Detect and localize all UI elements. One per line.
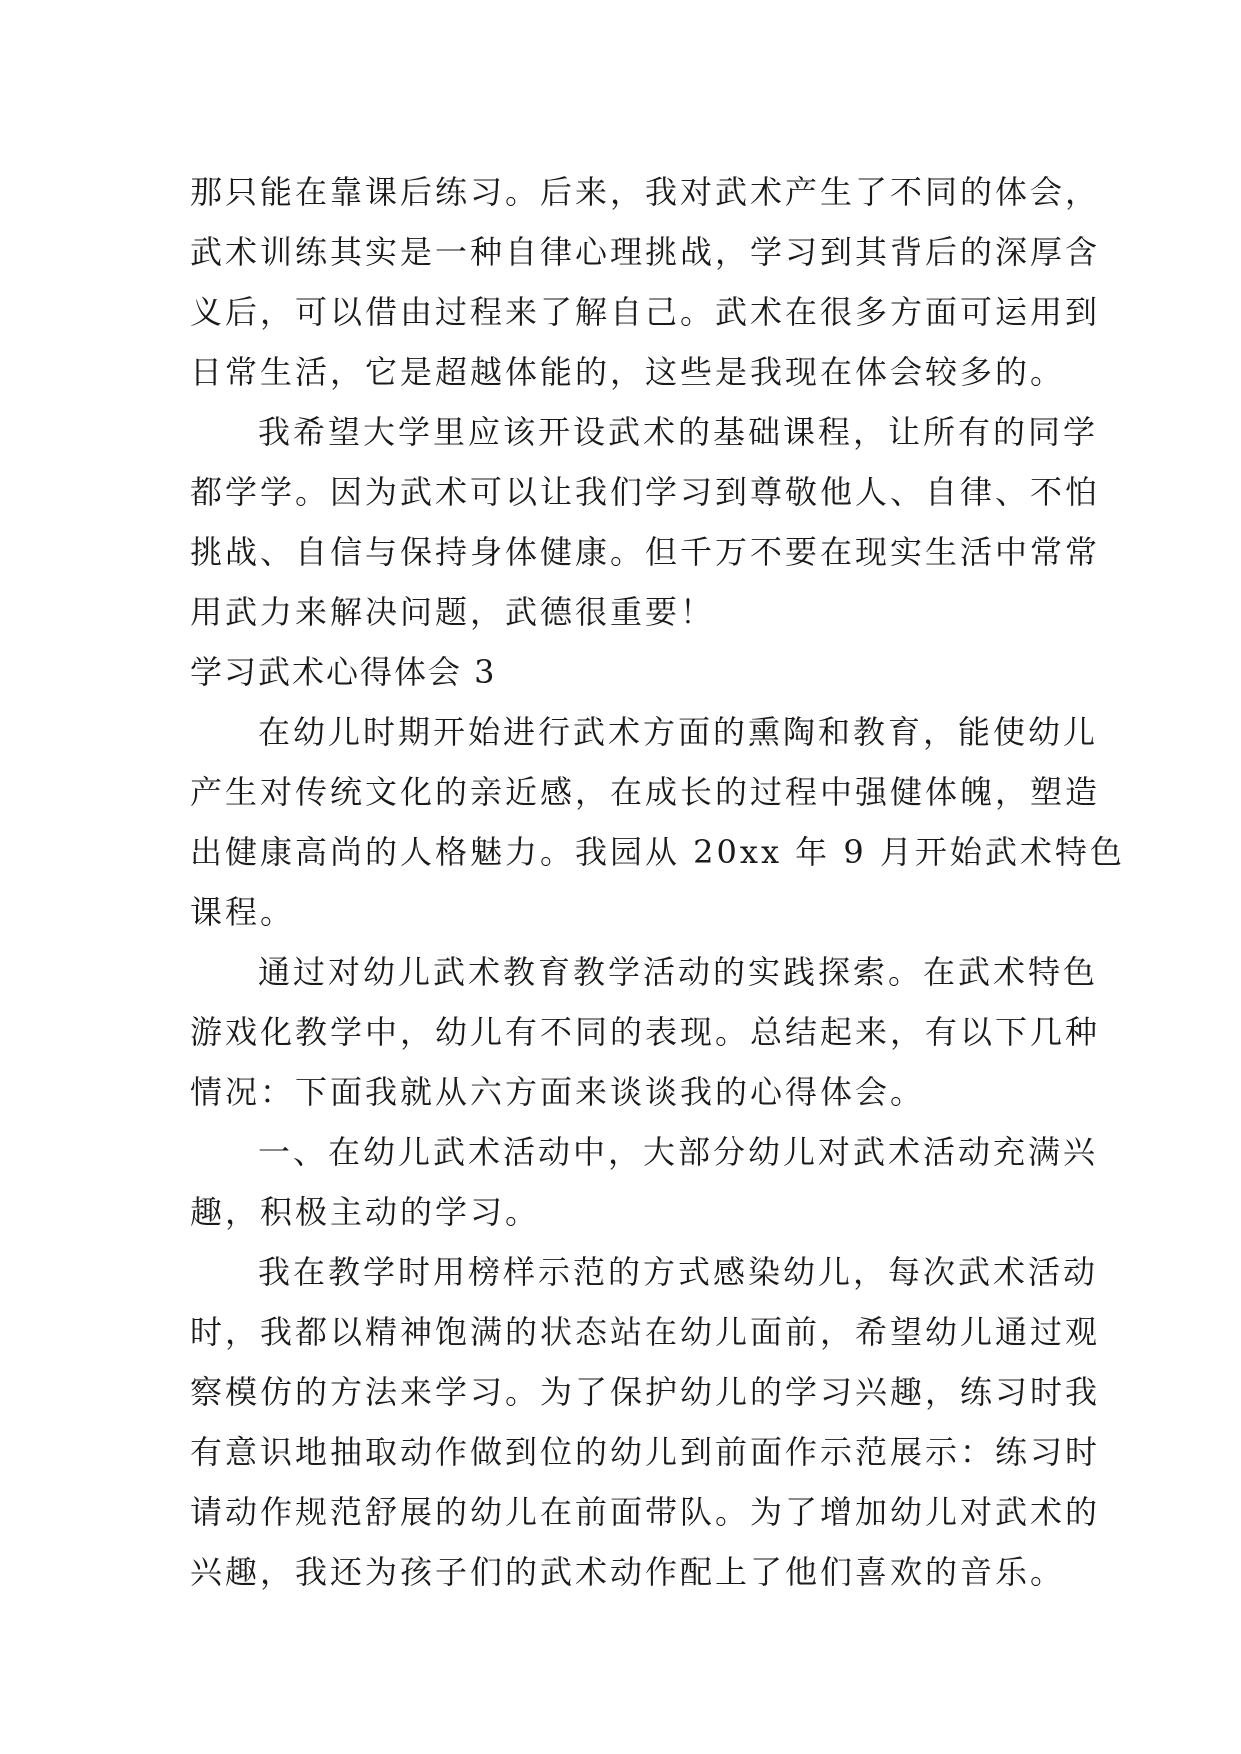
text-line: 挑战、自信与保持身体健康。但千万不要在现实生活中常常 xyxy=(190,533,1101,571)
text-line: 产生对传统文化的亲近感，在成长的过程中强健体魄，塑造 xyxy=(190,773,1101,811)
text-line: 日常生活，它是超越体能的，这些是我现在体会较多的。 xyxy=(190,353,1066,391)
text-line: 课程。 xyxy=(190,893,296,931)
text-line: 用武力来解决问题，武德很重要！ xyxy=(190,593,716,631)
document-body xyxy=(190,162,1125,1602)
paragraph-first-line: 我希望大学里应该开设武术的基础课程，让所有的同学 xyxy=(258,413,1099,451)
paragraph-first-line: 我在教学时用榜样示范的方式感染幼儿，每次武术活动 xyxy=(258,1253,1099,1291)
paragraph-first-line: 通过对幼儿武术教育教学活动的实践探索。在武术特色 xyxy=(258,953,1099,991)
text-line: 察模仿的方法来学习。为了保护幼儿的学习兴趣，练习时我 xyxy=(190,1373,1101,1411)
text-line: 都学学。因为武术可以让我们学习到尊敬他人、自律、不怕 xyxy=(190,473,1101,511)
text-line: 趣，积极主动的学习。 xyxy=(190,1193,541,1231)
paragraph-first-line: 一、在幼儿武术活动中，大部分幼儿对武术活动充满兴 xyxy=(258,1133,1099,1171)
paragraph-first-line: 在幼儿时期开始进行武术方面的熏陶和教育，能使幼儿 xyxy=(258,713,1099,751)
text-line: 有意识地抽取动作做到位的幼儿到前面作示范展示：练习时 xyxy=(190,1433,1101,1471)
text-line: 武术训练其实是一种自律心理挑战，学习到其背后的深厚含 xyxy=(190,233,1101,271)
text-line: 游戏化教学中，幼儿有不同的表现。总结起来，有以下几种 xyxy=(190,1013,1101,1051)
text-line: 时，我都以精神饱满的状态站在幼儿面前，希望幼儿通过观 xyxy=(190,1313,1101,1351)
text-line: 出健康高尚的人格魅力。我园从 20xx 年 9 月开始武术特色 xyxy=(190,833,1125,871)
text-line: 兴趣，我还为孩子们的武术动作配上了他们喜欢的音乐。 xyxy=(190,1553,1066,1591)
text-line: 那只能在靠课后练习。后来，我对武术产生了不同的体会， xyxy=(190,173,1101,211)
text-line: 请动作规范舒展的幼儿在前面带队。为了增加幼儿对武术的 xyxy=(190,1493,1101,1531)
text-line: 义后，可以借由过程来了解自己。武术在很多方面可运用到 xyxy=(190,293,1101,331)
text-line: 情况：下面我就从六方面来谈谈我的心得体会。 xyxy=(190,1073,926,1111)
section-heading: 学习武术心得体会 3 xyxy=(190,653,497,691)
